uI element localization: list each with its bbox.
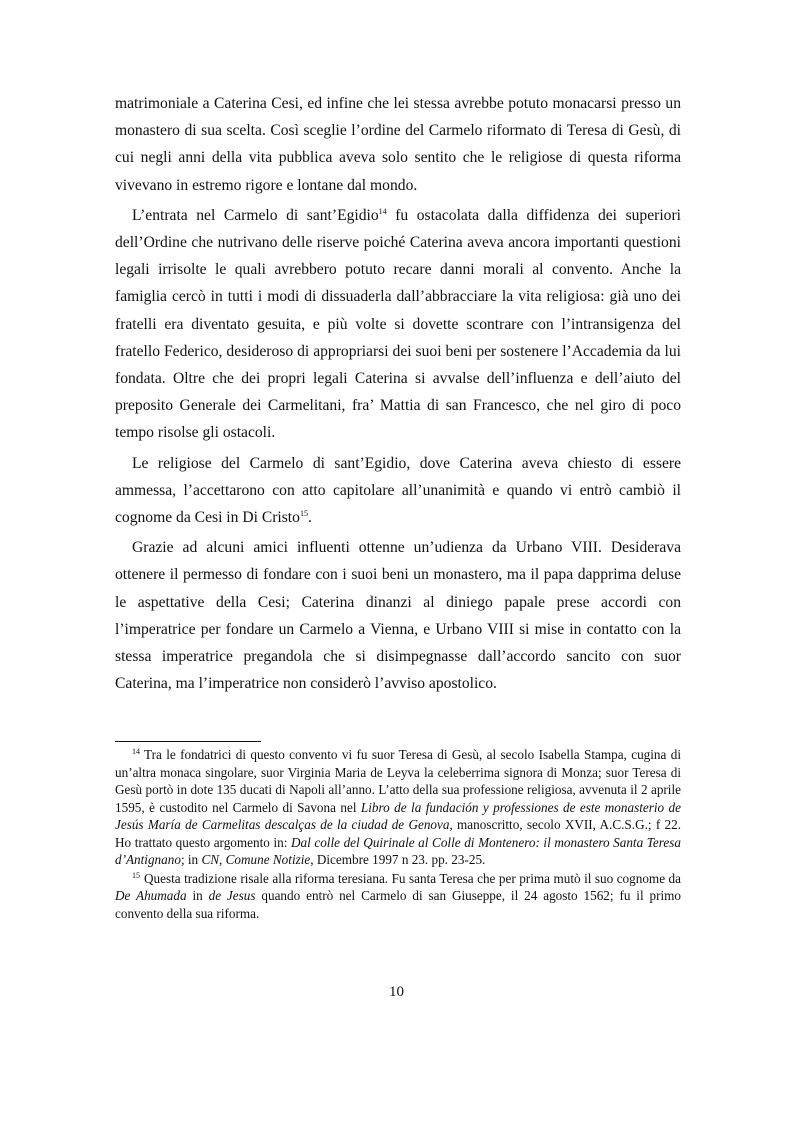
footnotes	[115, 746, 681, 922]
footnote-14: $^{14}$ Tra le fondatrici di questo convento vi fu suor Teresa di Gesù, al secolo Isabella Stampa, cugina di un’altra monaca singolare, suor Virginia Maria de Leyva la celeberrima signora di Monza; suor Teresa di Gesù portò in dote 135 ducati di Napoli all’anno. L’atto della sua professione religiosa, avvenuta il 2 aprile 1595, è custodito nel Carmelo di Savona nel Libro de la fundación y professiones de este monasterio de Jesús María de Carmelitas descalças de la ciudad de Genova, manoscritto, secolo XVII, A.C.S.G.; f 22. Ho trattato questo argomento in: Dal colle del Quirinale al Colle di Montenero: il monastero Santa Teresa d’Antignano; in CN, Comune Notizie, Dicembre 1997 n 23. pp. 23-25.	[115, 747, 681, 867]
footnote-separator	[115, 741, 261, 742]
footnote-number: 14	[132, 747, 140, 756]
paragraph-1: matrimoniale a Caterina Cesi, ed infine che lei stessa avrebbe potuto monacarsi presso un monastero di sua scelta. Così sceglie l’ordine del Carmelo riformato di Teresa di Gesù, di cui negli anni della vita pubblica aveva solo sentito che le religiose di questa riforma vivevano in estremo rigore e lontane dal mondo.	[115, 95, 681, 194]
footnote-15: $^{15}$ Questa tradizione risale alla riforma teresiana. Fu santa Teresa che per prima mutò il suo cognome da De Ahumada in de Jesus quando entrò nel Carmelo di san Giuseppe, il 24 agosto 1562; fu il primo convento della sua riforma.	[115, 870, 682, 921]
footnote-ref-15[interactable]: 15	[299, 509, 308, 519]
footnote-ref-14[interactable]: 14	[378, 206, 387, 216]
page-number: 10	[389, 984, 404, 1000]
paragraph-2: L’entrata nel Carmelo di sant’Egidio$^{14}$ fu ostacolata dalla diffidenza dei superiori dell’Ordine che nutrivano delle riserve poiché Caterina aveva ancora importanti questioni legali irrisolte le quali avrebbero potuto recare danni morali al convento. Anche la famiglia cercò in tutti i modi di dissuaderla dall’abbracciare la vita religiosa: già uno dei fratelli era diventato gesuita, e più volte si dovette scontrare con l’intransigenza del fratello Federico, desideroso di appropriarsi dei suoi beni per sostenere l’Accademia da lui fondata. Oltre che dei propri legali Caterina si avvalse dell’influenza e dell’aiuto del preposito Generale dei Carmelitani, fra’ Mattia di san Francesco, che nel giro di poco tempo risolse gli ostacoli.	[115, 206, 681, 442]
footnote-number: 15	[132, 870, 140, 880]
paragraph-3: Le religiose del Carmelo di sant’Egidio, dove Caterina aveva chiesto di essere ammessa, l’accettarono con atto capitolare all’unanimità e quando vi entrò cambiò il cognome da Cesi in Di Cristo$^{15}$.	[115, 454, 681, 527]
main-text	[115, 90, 681, 697]
paragraph-4: Grazie ad alcuni amici influenti ottenne un’udienza da Urbano VIII. Desiderava ottenere il permesso di fondare con i suoi beni un monastero, ma il papa dapprima deluse le aspettative della Cesi; Caterina dinanzi al diniego papale prese accordi con l’imperatrice per fondare un Carmelo a Vienna, e Urbano VIII si mise in contatto con la stessa imperatrice pregandola che si disimpegnasse dall’accordo sancito con suor Caterina, ma l’imperatrice non considerò l’avviso apostolico.	[115, 539, 681, 693]
